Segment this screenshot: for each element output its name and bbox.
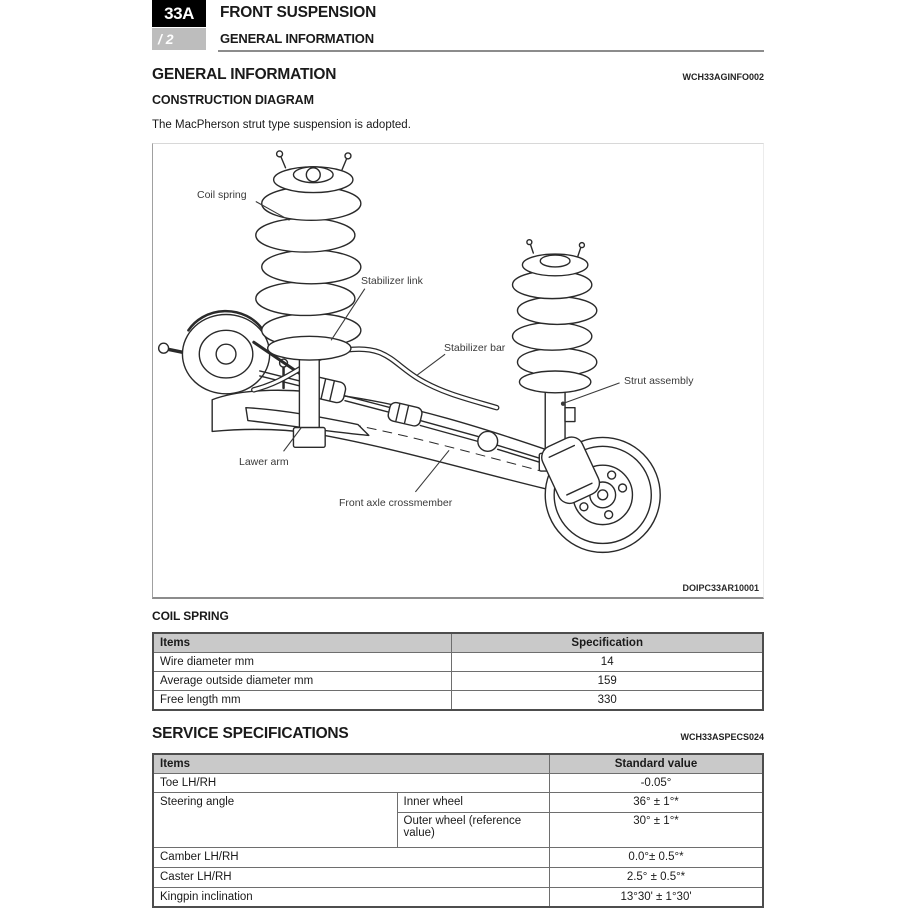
label-front-axle-crossmember: Front axle crossmember	[339, 497, 453, 509]
table-row	[153, 773, 763, 792]
item-cell: Average outside diameter mm	[153, 671, 452, 690]
sub-item-cell: Inner wheel	[397, 792, 550, 812]
item-cell: Steering angle	[153, 792, 397, 847]
label-lower-arm: Lawer arm	[239, 456, 289, 468]
label-stabilizer-link: Stabilizer link	[361, 275, 423, 287]
intro-text: The MacPherson strut type suspension is adopted.	[152, 119, 411, 131]
table-row	[153, 671, 763, 690]
chapter-subtitle: GENERAL INFORMATION	[220, 31, 374, 46]
col-header-items: Items	[153, 633, 452, 652]
value-cell: 30° ± 1°*	[550, 812, 764, 847]
construction-diagram-figure	[152, 143, 764, 599]
header-rule	[218, 50, 764, 52]
sub-item-cell: Outer wheel (reference value)	[397, 812, 550, 847]
subsection-heading-construction-diagram: CONSTRUCTION DIAGRAM	[152, 93, 314, 107]
table-row	[153, 867, 763, 887]
value-cell: 0.0°± 0.5°*	[550, 847, 764, 867]
value-cell: 36° ± 1°*	[550, 792, 764, 812]
item-cell: Caster LH/RH	[153, 867, 550, 887]
item-cell: Wire diameter mm	[153, 652, 452, 671]
label-strut-assembly: Strut assembly	[624, 375, 694, 387]
table-row	[153, 652, 763, 671]
value-cell: 2.5° ± 0.5°*	[550, 867, 764, 887]
label-stabilizer-bar: Stabilizer bar	[444, 342, 506, 354]
col-header-standard-value: Standard value	[550, 754, 764, 773]
service-specifications-table	[152, 753, 764, 908]
table-row	[153, 690, 763, 710]
table-row	[153, 792, 763, 812]
suspension-illustration	[153, 144, 763, 596]
col-header-specification: Specification	[452, 633, 763, 652]
figure-code: DOIPC33AR10001	[682, 583, 759, 593]
label-coil-spring: Coil spring	[197, 189, 247, 201]
spec-cell: 14	[452, 652, 763, 671]
coil-spring-table	[152, 632, 764, 711]
section-code-tab: 33A	[152, 0, 206, 27]
table-row	[153, 847, 763, 867]
item-cell: Toe LH/RH	[153, 773, 550, 792]
item-cell: Free length mm	[153, 690, 452, 710]
value-cell: 13°30' ± 1°30'	[550, 887, 764, 907]
page-number-tab: / 2	[152, 28, 206, 50]
col-header-items: Items	[153, 754, 550, 773]
section-heading-service-specifications: SERVICE SPECIFICATIONS	[152, 725, 349, 742]
item-cell: Kingpin inclination	[153, 887, 550, 907]
section-heading-general-information: GENERAL INFORMATION	[152, 66, 337, 83]
chapter-title: FRONT SUSPENSION	[220, 4, 377, 21]
value-cell: -0.05°	[550, 773, 764, 792]
service-spec-ref-code: WCH33ASPECS024	[680, 732, 764, 742]
item-cell: Camber LH/RH	[153, 847, 550, 867]
spec-cell: 159	[452, 671, 763, 690]
coil-spring-heading: COIL SPRING	[152, 609, 229, 623]
section-ref-code: WCH33AGINFO002	[682, 72, 764, 82]
spec-cell: 330	[452, 690, 763, 710]
table-row	[153, 887, 763, 907]
